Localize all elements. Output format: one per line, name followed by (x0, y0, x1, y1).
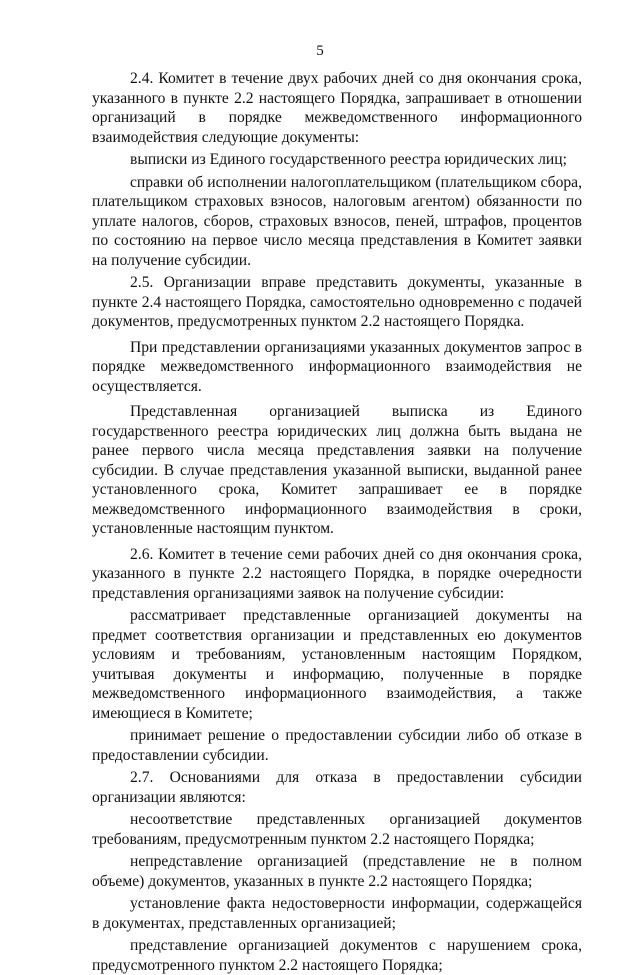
page-number: 5 (316, 43, 324, 59)
paragraph-2-6: 2.6. Комитет в течение семи рабочих дней со дня окончания срока, указанного в пункте 2.2 настоящего Порядка, в порядке очередности представления организациями заявок на получение субсидии: (92, 545, 582, 602)
list-item-review-documents: рассматривает представленные организацией документы на предмет соответствия организации и представленных ею документов условиям и требованиям, установленным настоящим Порядком, учитывая документы и информацию, полученные в порядке межведомственного информационного взаимодействия, а также имеющиеся в Комитете; (92, 607, 582, 722)
paragraph-egrul-validity: Представленная организацией выписка из Единого государственного реестра юридических лиц должна быть выдана не ранее первого числа месяца представления заявки на получение субсидии. В случае представления указанной выписки, выданной ранее установленного срока, Комитет запрашивает ее в порядке межведомственного информационного взаимодействия в сроки, установленные настоящим пунктом. (92, 403, 582, 537)
list-item-egrul-extract: выписки из Единого государственного реестра юридических лиц; (130, 151, 567, 168)
list-item-decision: принимает решение о предоставлении субсидии либо об отказе в предоставлении субсидии. (92, 727, 582, 764)
list-item-nonconformity: несоответствие представленных организацией документов требованиям, предусмотренным пунктом 2.2 настоящего Порядка; (92, 811, 582, 848)
paragraph-2-4: 2.4. Комитет в течение двух рабочих дней со дня окончания срока, указанного в пункте 2.2 настоящего Порядка, запрашивает в отношении организаций в порядке межведомственного информационного взаимодействия следующие документы: (92, 70, 582, 146)
paragraph-2-7: 2.7. Основаниями для отказа в предоставлении субсидии организации являются: (92, 769, 582, 806)
list-item-false-information: установление факта недостоверности информации, содержащейся в документах, представленных организацией; (92, 895, 582, 932)
list-item-tax-certificate: справки об исполнении налогоплательщиком (плательщиком сбора, плательщиком страховых взносов, налоговым агентом) обязанности по уплате налогов, сборов, страховых взносов, пеней, штрафов, процентов по состоянию на первое число месяца представления в Комитет заявки на получение субсидии. (92, 173, 582, 269)
paragraph-2-5: 2.5. Организации вправе представить документы, указанные в пункте 2.4 настоящего Порядка, самостоятельно одновременно с подачей документов, предусмотренных пунктом 2.2 настоящего Порядка. (92, 274, 582, 330)
paragraph-request-note: При представлении организациями указанных документов запрос в порядке межведомственного информационного взаимодействия не осуществляется. (92, 338, 582, 395)
document-body (92, 69, 582, 975)
list-item-late-submission: представление организацией документов с нарушением срока, предусмотренного пунктом 2.2 настоящего Порядка; (92, 937, 582, 974)
list-item-nonsubmission: непредставление организацией (представление не в полном объеме) документов, указанных в пункте 2.2 настоящего Порядка; (92, 853, 582, 890)
